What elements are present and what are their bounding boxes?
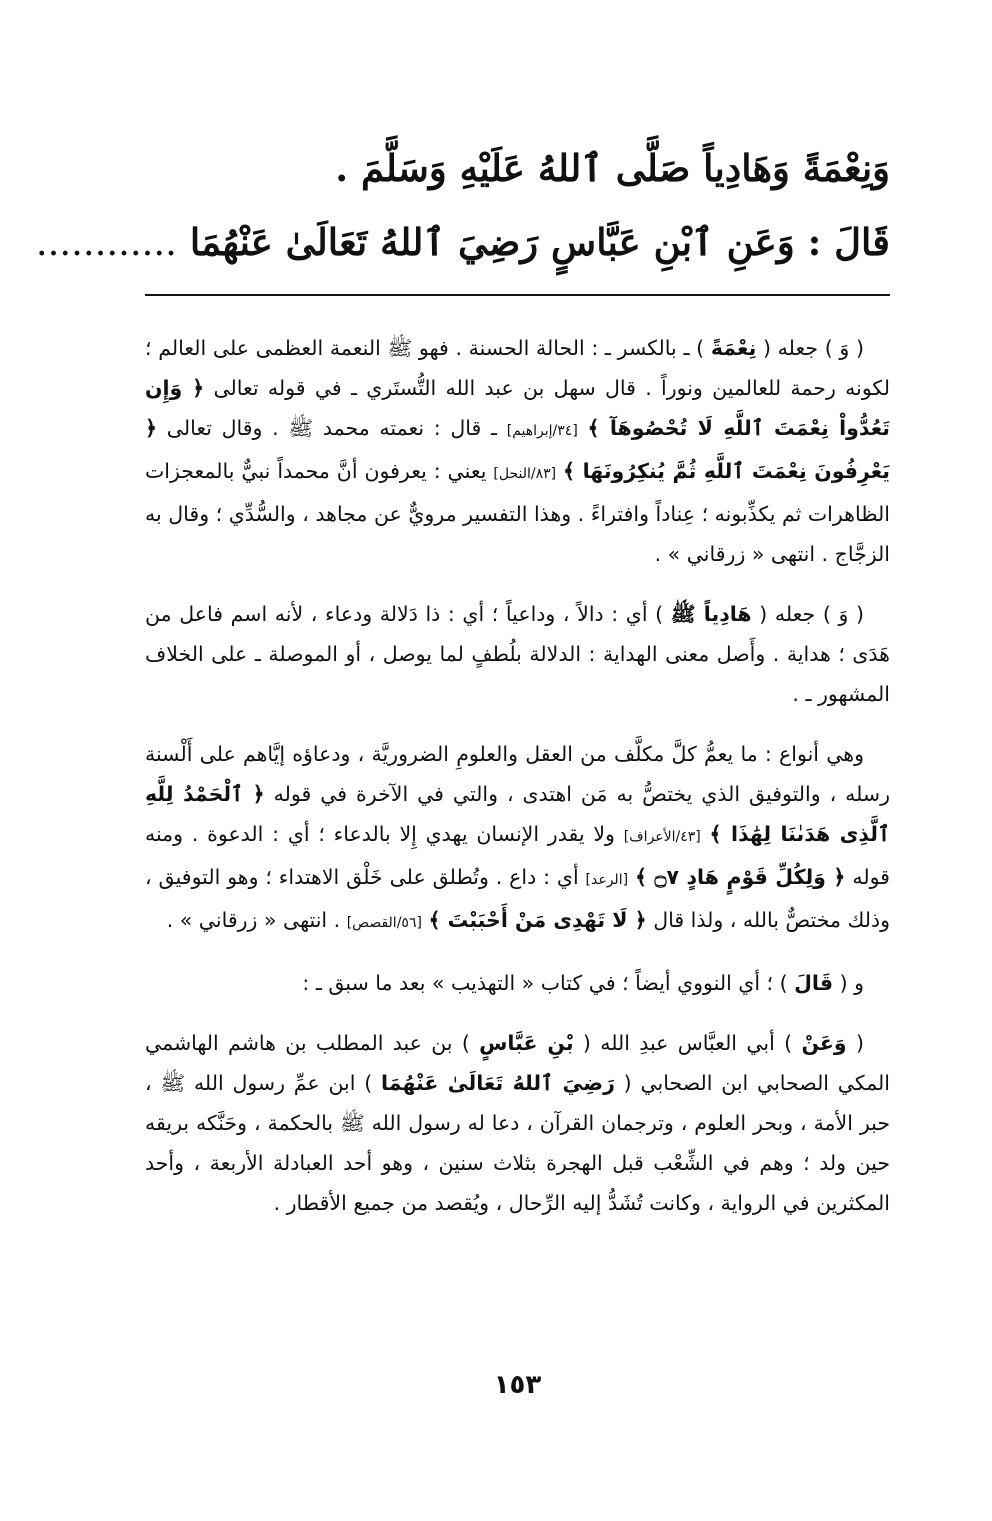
p5-text-c: ) بن عبد المطلب بن هاشم الهاشمي المكي الصحابي ابن الصحابي ( <box>145 1031 890 1095</box>
p1-lemma: نِعْمَةً <box>710 336 757 360</box>
p2-lemma: هَادِياً ﷺ <box>670 602 752 626</box>
p3-quran-verse-3: ﴿ لَا تَهْدِى مَنْ أَحْبَبْتَ ﴾ <box>428 908 647 932</box>
separator-rule <box>145 294 890 296</box>
p3-text-d: . انتهى « زرقاني » . <box>166 908 341 932</box>
p4-text-b: ) ؛ أي النووي أيضاً ؛ في كتاب « التهذيب » بعد ما سبق ـ : <box>302 971 788 995</box>
p3-quran-verse-2: ﴿ وَلِكُلِّ قَوْمٍ هَادٍ ۝٧ ﴾ <box>634 865 846 889</box>
p1-text-b: ) ـ بالكسر ـ : الحالة الحسنة . فهو ﷺ النعمة العظمى على العالم ؛ لكونه رحمة للعالمين ونوراً . قال سهل بن عبد الله التُّستَري ـ في قوله تعالى <box>145 336 890 400</box>
commentary-paragraph-5 <box>145 1023 890 1223</box>
matn-line-1-text: وَنِعْمَةً وَهَادِياً صَلَّى ٱللهُ عَلَيْهِ وَسَلَّمَ . <box>335 146 890 190</box>
commentary-paragraph-1 <box>145 328 890 574</box>
p1-quran-verse-2: ﴿ يَعْرِفُونَ نِعْمَتَ ٱللَّهِ ثُمَّ يُنكِرُونَهَا ﴾ <box>145 416 890 483</box>
p3-text-c: أي : داع . وتُطلق على خَلْق الاهتداء ؛ وهو التوفيق ، وذلك مختصٌّ بالله ، ولذا قال <box>145 865 890 932</box>
p3-text-a: وهي أنواع : ما يعمُّ كلَّ مكلَّف من العقل والعلومِ الضروريَّة ، ودعاؤه إيَّاهم على أَلْسنة رسله ، والتوفيق الذي يختصُّ به مَن اهتدى ، والتي في الآخرة في قوله <box>145 742 890 806</box>
matn-ellipsis: ............ <box>35 221 177 264</box>
p3-quran-verse-1: ﴿ ٱلْحَمْدُ لِلَّهِ ٱلَّذِى هَدَىٰنَا لِهَٰذَا ﴾ <box>145 782 890 846</box>
p1-verse-ref-1: [٣٤/إبراهيم] <box>506 423 578 439</box>
p5-lemma-2: بْنِ عَبَّاسٍ <box>479 1031 574 1055</box>
commentary-paragraph-4 <box>145 963 890 1003</box>
commentary-paragraph-2 <box>145 594 890 714</box>
matn-line-2 <box>35 212 890 273</box>
p3-verse-ref-1: [٤٣/الأعراف] <box>623 829 701 845</box>
p5-text-d: ) ابن عمِّ رسول الله ﷺ ، حبر الأمة ، وبحر العلوم ، وترجمان القرآن ، دعا له رسول الله ﷺ بالحكمة ، وحَنَّكه بريقه حين ولد ؛ وهم في الشِّعْب قبل الهجرة بثلاث سنين ، وهو أحد العبادلة الأربعة ، وأحد المكثرين في الرواية ، وكانت تُشَدُّ إليه الرِّحال ، ويُقصد من جميع الأقطار . <box>145 1071 890 1215</box>
commentary <box>145 328 890 1243</box>
p1-text-a: ( وَ ) جعله ( <box>763 336 864 360</box>
commentary-paragraph-3 <box>145 734 890 943</box>
p2-text-a: ( وَ ) جعله ( <box>759 602 864 626</box>
book-page <box>35 0 890 1521</box>
p5-lemma-3: رَضِيَ ٱللهُ تَعَالَىٰ عَنْهُمَا <box>381 1071 615 1095</box>
p1-quran-verse-1: ﴿ وَإِن تَعُدُّواْ نِعْمَتَ ٱللَّهِ لَا تُحْصُوهَآ ﴾ <box>145 376 890 440</box>
p3-text-b: ولا يقدر الإنسان يهدي إِلا بالدعاء ؛ أي : الدعوة . ومنه قوله <box>145 822 890 889</box>
p5-text-a: ( <box>855 1031 864 1055</box>
matn-line-2-text: قَالَ : وَعَنِ ٱبْنِ عَبَّاسٍ رَضِيَ ٱللهُ تَعَالَىٰ عَنْهُمَا <box>189 220 890 264</box>
p4-text-a: و ( <box>839 971 864 995</box>
p1-verse-ref-2: [٨٣/النحل] <box>493 466 557 482</box>
p1-text-c: ـ قال : نعمته محمد ﷺ . وقال تعالى <box>166 416 498 440</box>
matn-line-1 <box>145 138 890 198</box>
p4-lemma: قَالَ <box>794 971 834 995</box>
page-number: ١٥٣ <box>493 1370 542 1400</box>
p5-lemma-1: وَعَنْ <box>801 1031 847 1055</box>
p3-verse-ref-3: [٥٦/القصص] <box>346 915 422 931</box>
p3-verse-ref-2: [الرعد] <box>585 872 629 888</box>
p5-text-b: ) أبي العبَّاس عبدِ الله ( <box>582 1031 793 1055</box>
p2-text-b: ) أي : دالاً ، وداعياً ؛ أي : ذا دَلالة ودعاء ، لأنه اسم فاعل من هَدَى ؛ هداية . وأَصل معنى الهداية : الدلالة بلُطفٍ لما يوصل ، أو الموصلة ـ على الخلاف المشهور ـ . <box>145 602 890 706</box>
p1-text-d: يعني : يعرفون أنَّ محمداً نبيٌّ بالمعجزات الظاهرات ثم يكذِّبونه ؛ عِناداً وافتراءً . وهذا التفسير مرويٌّ عن مجاهد ، والسُّدِّي ؛ وقال به الزجَّاج . انتهى « زرقاني » . <box>145 459 890 566</box>
